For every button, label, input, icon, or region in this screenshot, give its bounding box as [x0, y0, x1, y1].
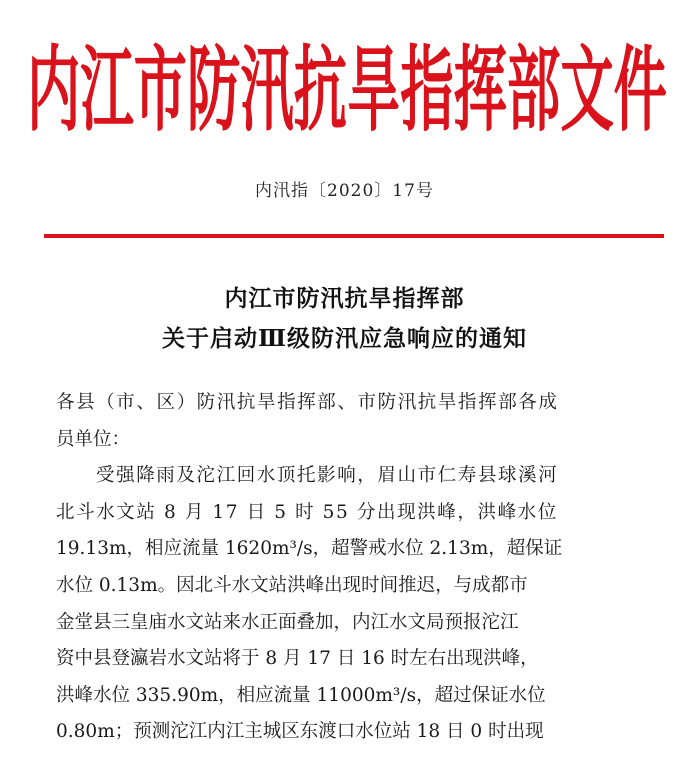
notice-title-line-1: 内江市防汛抗旱指挥部 [224, 285, 465, 312]
notice-title-line-2: 关于启动Ⅲ级防汛应急响应的通知 [161, 325, 527, 352]
body-line: 员单位： [56, 428, 131, 450]
document-masthead [22, 4, 672, 154]
notice-body [56, 385, 672, 751]
body-line: 0.80m；预测沱江内江主城区东渡口水位站 18 日 0 时出现 [56, 721, 544, 743]
body-line: 北斗水文站 8 月 17 日 5 时 55 分出现洪峰，洪峰水位 [56, 501, 558, 523]
masthead-title-graphic [22, 4, 672, 154]
body-line: 洪峰水位 335.90m，相应流量 11000m³/s，超过保证水位 [56, 684, 546, 706]
body-line: 资中县登瀛岩水文站将于 8 月 17 日 16 时左右出现洪峰， [56, 648, 539, 670]
masthead-text: 内江市防汛抗旱指挥部文件 [26, 34, 667, 145]
body-line: 水位 0.13m。因北斗水文站洪峰出现时间推迟，与成都市 [56, 574, 528, 596]
red-divider-line [44, 234, 664, 238]
body-line: 19.13m，相应流量 1620m³/s，超警戒水位 2.13m，超保证 [56, 538, 563, 560]
body-line: 各县（市、区）防汛抗旱指挥部、市防汛抗旱指挥部各成 [56, 392, 559, 413]
body-line: 金堂县三皇庙水文站来水正面叠加，内江水文局预报沱江 [56, 611, 519, 633]
document-number: 内汛指〔2020〕17号 [255, 181, 434, 201]
body-line: 受强降雨及沱江回水顶托影响，眉山市仁寿县球溪河 [96, 465, 559, 487]
